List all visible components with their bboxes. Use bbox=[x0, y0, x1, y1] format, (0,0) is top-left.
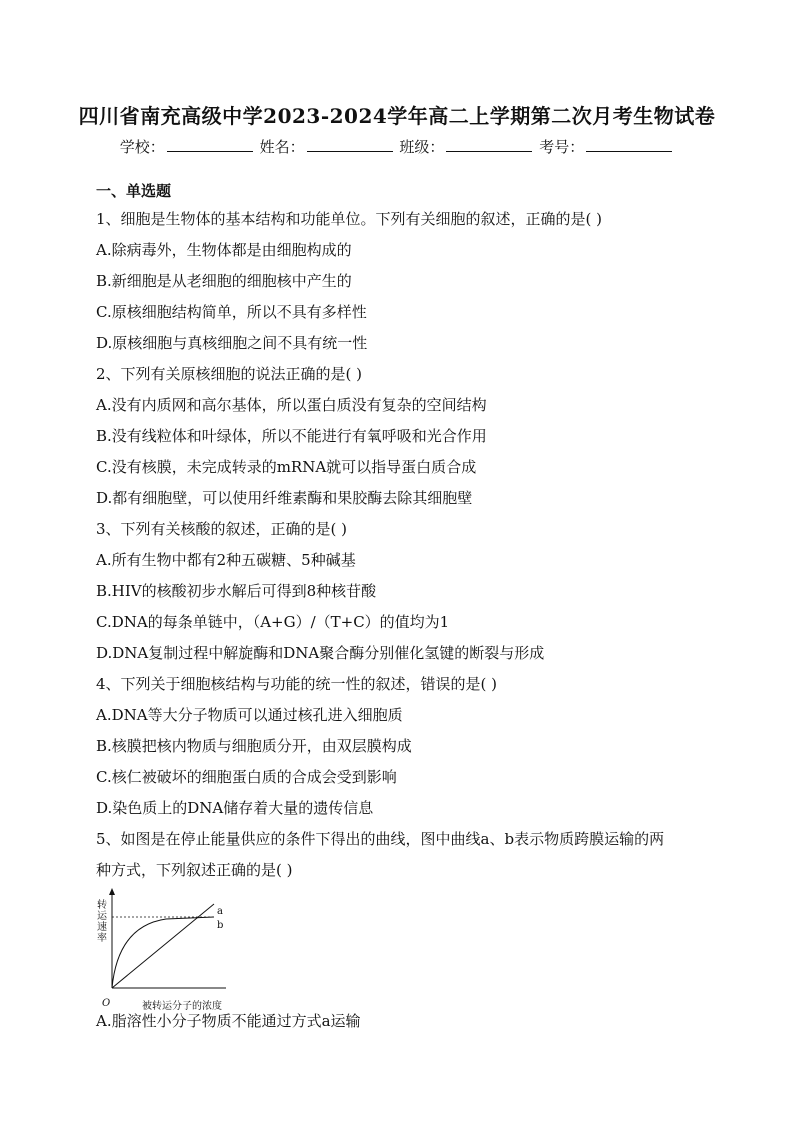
question-3-option-b: B.HIV的核酸初步水解后可得到8种核苷酸 bbox=[96, 582, 377, 600]
question-3-option-a: A.所有生物中都有2种五碳糖、5种碱基 bbox=[96, 551, 356, 569]
question-3-option-d: D.DNA复制过程中解旋酶和DNA聚合酶分别催化氢键的断裂与形成 bbox=[96, 644, 545, 662]
curve-b-label: b bbox=[217, 920, 224, 931]
question-4-stem: 4、下列关于细胞核结构与功能的统一性的叙述，错误的是( ) bbox=[96, 675, 498, 693]
question-5-option-a: A.脂溶性小分子物质不能通过方式a运输 bbox=[96, 1012, 361, 1030]
school-label: 学校： bbox=[119, 138, 165, 156]
question-4-option-c: C.核仁被破坏的细胞蛋白质的合成会受到影响 bbox=[96, 768, 397, 786]
x-axis-label: 被转运分子的浓度 bbox=[142, 1001, 222, 1012]
curve-a-line bbox=[112, 904, 214, 988]
page-title: 四川省南充高级中学2023-2024学年高二上学期第二次月考生物试卷 bbox=[78, 104, 716, 128]
section-heading: 一、单选题 bbox=[96, 182, 172, 200]
y-axis-label: 转运速率 bbox=[97, 900, 107, 944]
question-4-option-d: D.染色质上的DNA储存着大量的遗传信息 bbox=[96, 799, 374, 817]
y-axis-arrow bbox=[109, 888, 115, 895]
curve-b-path bbox=[112, 917, 214, 988]
curve-a-label: a bbox=[217, 906, 223, 917]
question-2-option-a: A.没有内质网和高尔基体，所以蛋白质没有复杂的空间结构 bbox=[96, 396, 487, 414]
question-1-stem: 1、细胞是生物体的基本结构和功能单位。下列有关细胞的叙述，正确的是( ) bbox=[96, 210, 603, 228]
question-2-option-b: B.没有线粒体和叶绿体，所以不能进行有氧呼吸和光合作用 bbox=[96, 427, 487, 445]
class-label: 班级： bbox=[399, 138, 445, 156]
question-2-stem: 2、下列有关原核细胞的说法正确的是( ) bbox=[96, 365, 363, 383]
school-blank bbox=[167, 137, 253, 152]
student-info-fields bbox=[0, 136, 794, 157]
class-blank bbox=[446, 137, 532, 152]
question-5-stem-line-2: 种方式，下列叙述正确的是( ) bbox=[96, 861, 293, 879]
question-5-stem-line-1: 5、如图是在停止能量供应的条件下得出的曲线，图中曲线a、b表示物质跨膜运输的两 bbox=[96, 830, 665, 848]
transport-rate-figure bbox=[96, 888, 256, 1012]
exam-number-label: 考号： bbox=[539, 138, 585, 156]
question-list bbox=[96, 204, 700, 1037]
question-2-option-d: D.都有细胞壁，可以使用纤维素酶和果胶酶去除其细胞壁 bbox=[96, 489, 473, 507]
question-3-stem: 3、下列有关核酸的叙述，正确的是( ) bbox=[96, 520, 348, 538]
question-2-option-c: C.没有核膜，未完成转录的mRNA就可以指导蛋白质合成 bbox=[96, 458, 477, 476]
exam-number-blank bbox=[586, 137, 672, 152]
question-4-option-a: A.DNA等大分子物质可以通过核孔进入细胞质 bbox=[96, 706, 403, 724]
question-3-option-c: C.DNA的每条单链中，（A+G）/（T+C）的值均为1 bbox=[96, 613, 450, 631]
name-blank bbox=[307, 137, 393, 152]
question-1-option-c: C.原核细胞结构简单，所以不具有多样性 bbox=[96, 303, 367, 321]
question-1-option-d: D.原核细胞与真核细胞之间不具有统一性 bbox=[96, 334, 368, 352]
question-1-option-b: B.新细胞是从老细胞的细胞核中产生的 bbox=[96, 272, 352, 290]
transport-rate-graph bbox=[96, 888, 256, 1004]
name-label: 姓名： bbox=[259, 138, 305, 156]
question-4-option-b: B.核膜把核内物质与细胞质分开，由双层膜构成 bbox=[96, 737, 412, 755]
origin-label: O bbox=[102, 998, 111, 1009]
question-1-option-a: A.除病毒外，生物体都是由细胞构成的 bbox=[96, 241, 352, 259]
